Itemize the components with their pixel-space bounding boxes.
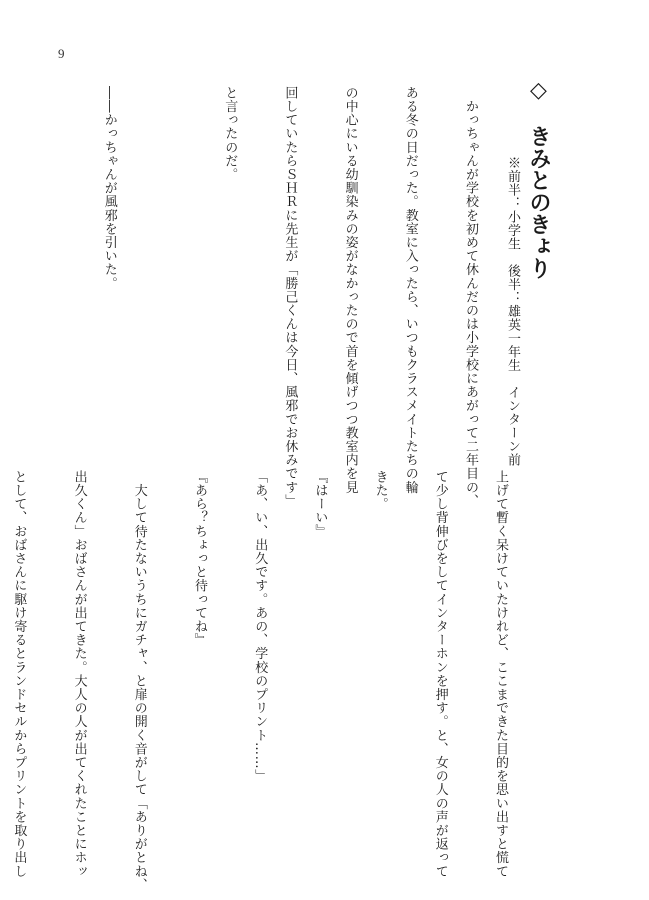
- text-line: きた。: [372, 470, 388, 511]
- text-line: 上げて暫く呆けていたけれど、ここまできた目的を思い出すと慌て: [493, 470, 508, 878]
- chapter-title: ◇ きみとのきょり: [526, 78, 551, 279]
- text-line: 『あら？ちょっと待ってね』: [191, 470, 207, 647]
- text-line: と言ったのだ。: [222, 86, 238, 182]
- text-line: の中心にいる幼馴染みの姿がなかったので首を傾げつつ教室内を見: [342, 86, 358, 494]
- text-line: かっちゃんが学校を初めて休んだのは小学校にあがって二年目の、: [463, 86, 478, 508]
- page-number: 9: [58, 46, 65, 61]
- body-text-bottom: [0, 470, 549, 892]
- text-line: 大して待たないうちにガチャ、と扉の開く音がして「ありがとね、: [131, 470, 147, 892]
- text-line: ――かっちゃんが風邪を引いた。: [101, 86, 117, 290]
- text-line: 出久くん」おばさんが出てきた。大人の人が出てくれたことにホッ: [71, 470, 87, 878]
- text-line: として、おばさんに駆け寄るとランドセルからプリントを取り出し: [11, 470, 27, 878]
- text-line: [37, 86, 59, 456]
- chapter-note: ※前半：小学生 後半：雄英一年生 インターン前: [505, 156, 520, 467]
- text-line: 「あ、い、出久です。あの、学校のプリント……」: [252, 470, 268, 783]
- text-line: ある冬の日だった。教室に入ったら、いつもクラスメイトたちの輪: [402, 86, 418, 494]
- text-line: 『はーい』: [312, 470, 328, 538]
- text-line: て少し背伸びをしてインターホンを押す。と、女の人の声が返って: [432, 470, 448, 878]
- text-line: 回していたらＳＨＲに先生が「勝己くんは今日、風邪でお休みです」: [282, 86, 298, 508]
- text-line: [158, 86, 180, 456]
